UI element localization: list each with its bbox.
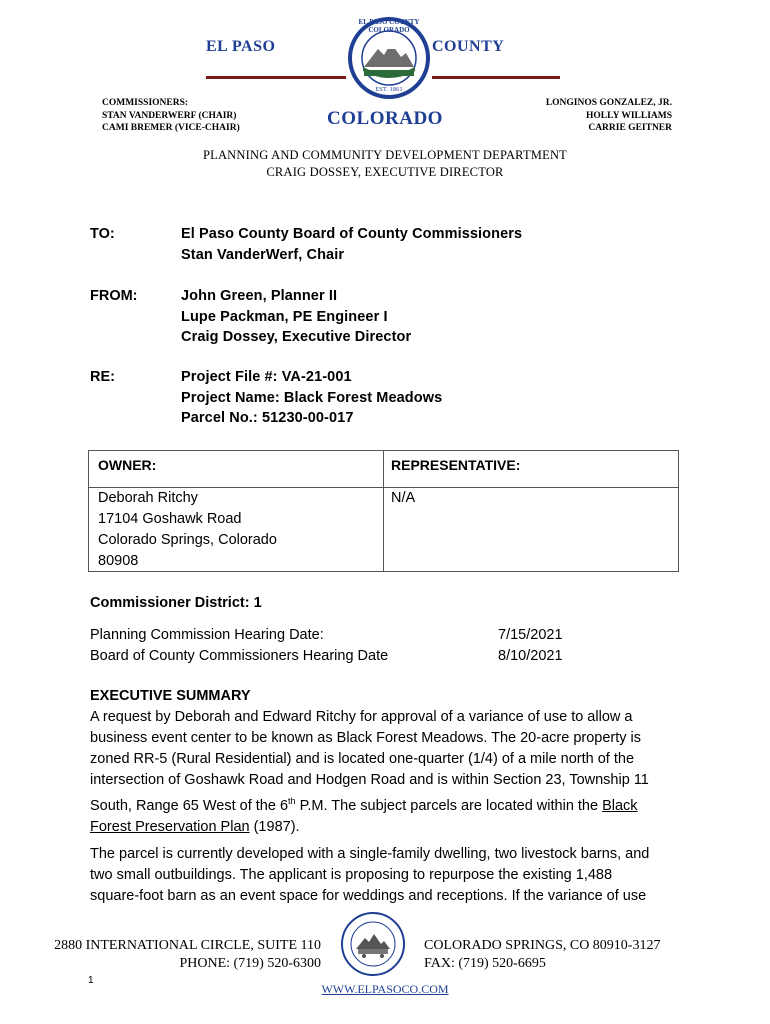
department-block	[0, 147, 770, 181]
paragraph-line: two small outbuildings. The applicant is proposing to repurpose the existing 1,488	[90, 867, 613, 883]
county-name-right-text: COUNTY	[432, 38, 505, 55]
re-line: Parcel No.: 51230-00-017	[181, 410, 354, 426]
paragraph-line: intersection of Goshawk Road and Hodgen Road and is within Section 23, Township 11	[90, 772, 649, 788]
preservation-plan-link[interactable]: Forest Preservation Plan	[90, 818, 250, 835]
re-label: RE:	[90, 369, 115, 385]
owner-header: OWNER:	[98, 457, 157, 473]
commissioner-name: HOLLY WILLIAMS	[586, 110, 672, 121]
paragraph-line: business event center to be known as Black Forest Meadows. The 20-acre property is	[90, 730, 642, 746]
representative-header: REPRESENTATIVE:	[391, 457, 521, 473]
owner-line: 17104 Goshawk Road	[98, 511, 242, 527]
re-line: Project Name: Black Forest Meadows	[181, 389, 443, 406]
hearing-label: Board of County Commissioners Hearing Date	[90, 648, 389, 664]
from-label: FROM:	[90, 288, 138, 304]
paragraph-line: zoned RR-5 (Rural Residential) and is located one-quarter (1/4) of a mile north of the	[90, 751, 635, 767]
hearing-label: Planning Commission Hearing Date:	[90, 627, 324, 643]
owner-line: Deborah Ritchy	[98, 490, 198, 506]
from-line: Craig Dossey, Executive Director	[181, 329, 412, 345]
to-recipients	[181, 224, 522, 265]
table-divider-v	[383, 451, 384, 571]
county-seal-logo	[346, 15, 432, 101]
address-line: 2880 INTERNATIONAL CIRCLE, SUITE 110	[54, 938, 321, 953]
department-name: PLANNING AND COMMUNITY DEVELOPMENT DEPARTMENT	[202, 148, 568, 162]
summary-heading: EXECUTIVE SUMMARY	[90, 688, 251, 704]
paragraph-line: A request by Deborah and Edward Ritchy for approval of a variance of use to allow a	[90, 709, 633, 725]
line-text: P.M. The subject parcels are located within the	[295, 797, 603, 814]
page-number: 1	[88, 975, 94, 986]
phone-line: PHONE: (719) 520-6300	[179, 956, 321, 971]
state-name: COLORADO	[327, 108, 443, 129]
to-line: Stan VanderWerf, Chair	[181, 246, 345, 263]
owner-line: 80908	[98, 553, 139, 569]
paragraph-line: The parcel is currently developed with a single-family dwelling, two livestock barns, and	[90, 846, 650, 862]
header-rule-left	[206, 76, 346, 79]
paragraph-line	[90, 817, 690, 838]
preservation-plan-link[interactable]: Black	[602, 797, 638, 814]
seal-year: EST. 1861	[375, 86, 403, 93]
from-senders	[181, 286, 411, 348]
hearing-date: 8/10/2021	[498, 648, 563, 664]
commissioner-name: CARRIE GEITNER	[588, 123, 672, 133]
city-line: COLORADO SPRINGS, CO 80910-3127	[424, 938, 661, 953]
commissioners-right	[500, 97, 672, 135]
footer-address	[40, 937, 321, 973]
fax-line: FAX: (719) 520-6695	[424, 956, 546, 971]
commissioner-name: CAMI BREMER (VICE-CHAIR)	[102, 123, 240, 133]
summary-paragraph-2	[90, 844, 690, 907]
header-rule-right	[432, 76, 560, 79]
department-director: CRAIG DOSSEY, EXECUTIVE DIRECTOR	[266, 165, 504, 179]
ordinal-suffix: th	[288, 796, 296, 806]
commissioner-name: STAN VANDERWERF (CHAIR)	[102, 110, 237, 121]
representative-value: N/A	[391, 490, 416, 506]
line-text: (1987).	[249, 818, 300, 835]
owner-table	[88, 450, 679, 572]
re-subject	[181, 367, 442, 429]
line-text: South, Range 65 West of the 6	[90, 797, 289, 814]
website-link[interactable]: WWW.ELPASOCO.COM	[321, 982, 449, 996]
county-name-left-text: EL PASO	[206, 38, 276, 55]
footer-city	[424, 937, 660, 973]
footer-seal-logo	[340, 911, 406, 977]
commissioner-district: Commissioner District: 1	[90, 595, 262, 611]
paragraph-line: square-foot barn as an event space for weddings and receptions. If the variance of use	[90, 888, 647, 904]
paragraph-line	[90, 791, 690, 817]
owner-details	[98, 488, 277, 572]
commissioner-name: LONGINOS GONZALEZ, JR.	[545, 98, 672, 108]
summary-paragraph-1	[90, 707, 690, 838]
commissioners-heading: COMMISSIONERS:	[102, 98, 189, 108]
county-name-right	[432, 38, 504, 56]
re-line: Project File #: VA-21-001	[181, 369, 352, 385]
seal-text: EL PASO COUNTY COLORADO	[358, 18, 420, 34]
owner-line: Colorado Springs, Colorado	[98, 532, 277, 548]
hearing-date: 7/15/2021	[498, 627, 563, 643]
from-line: John Green, Planner II	[181, 288, 338, 304]
to-label: TO:	[90, 226, 115, 242]
county-name-left	[206, 38, 275, 56]
to-line: El Paso County Board of County Commissioners	[181, 226, 523, 242]
from-line: Lupe Packman, PE Engineer I	[181, 308, 388, 325]
